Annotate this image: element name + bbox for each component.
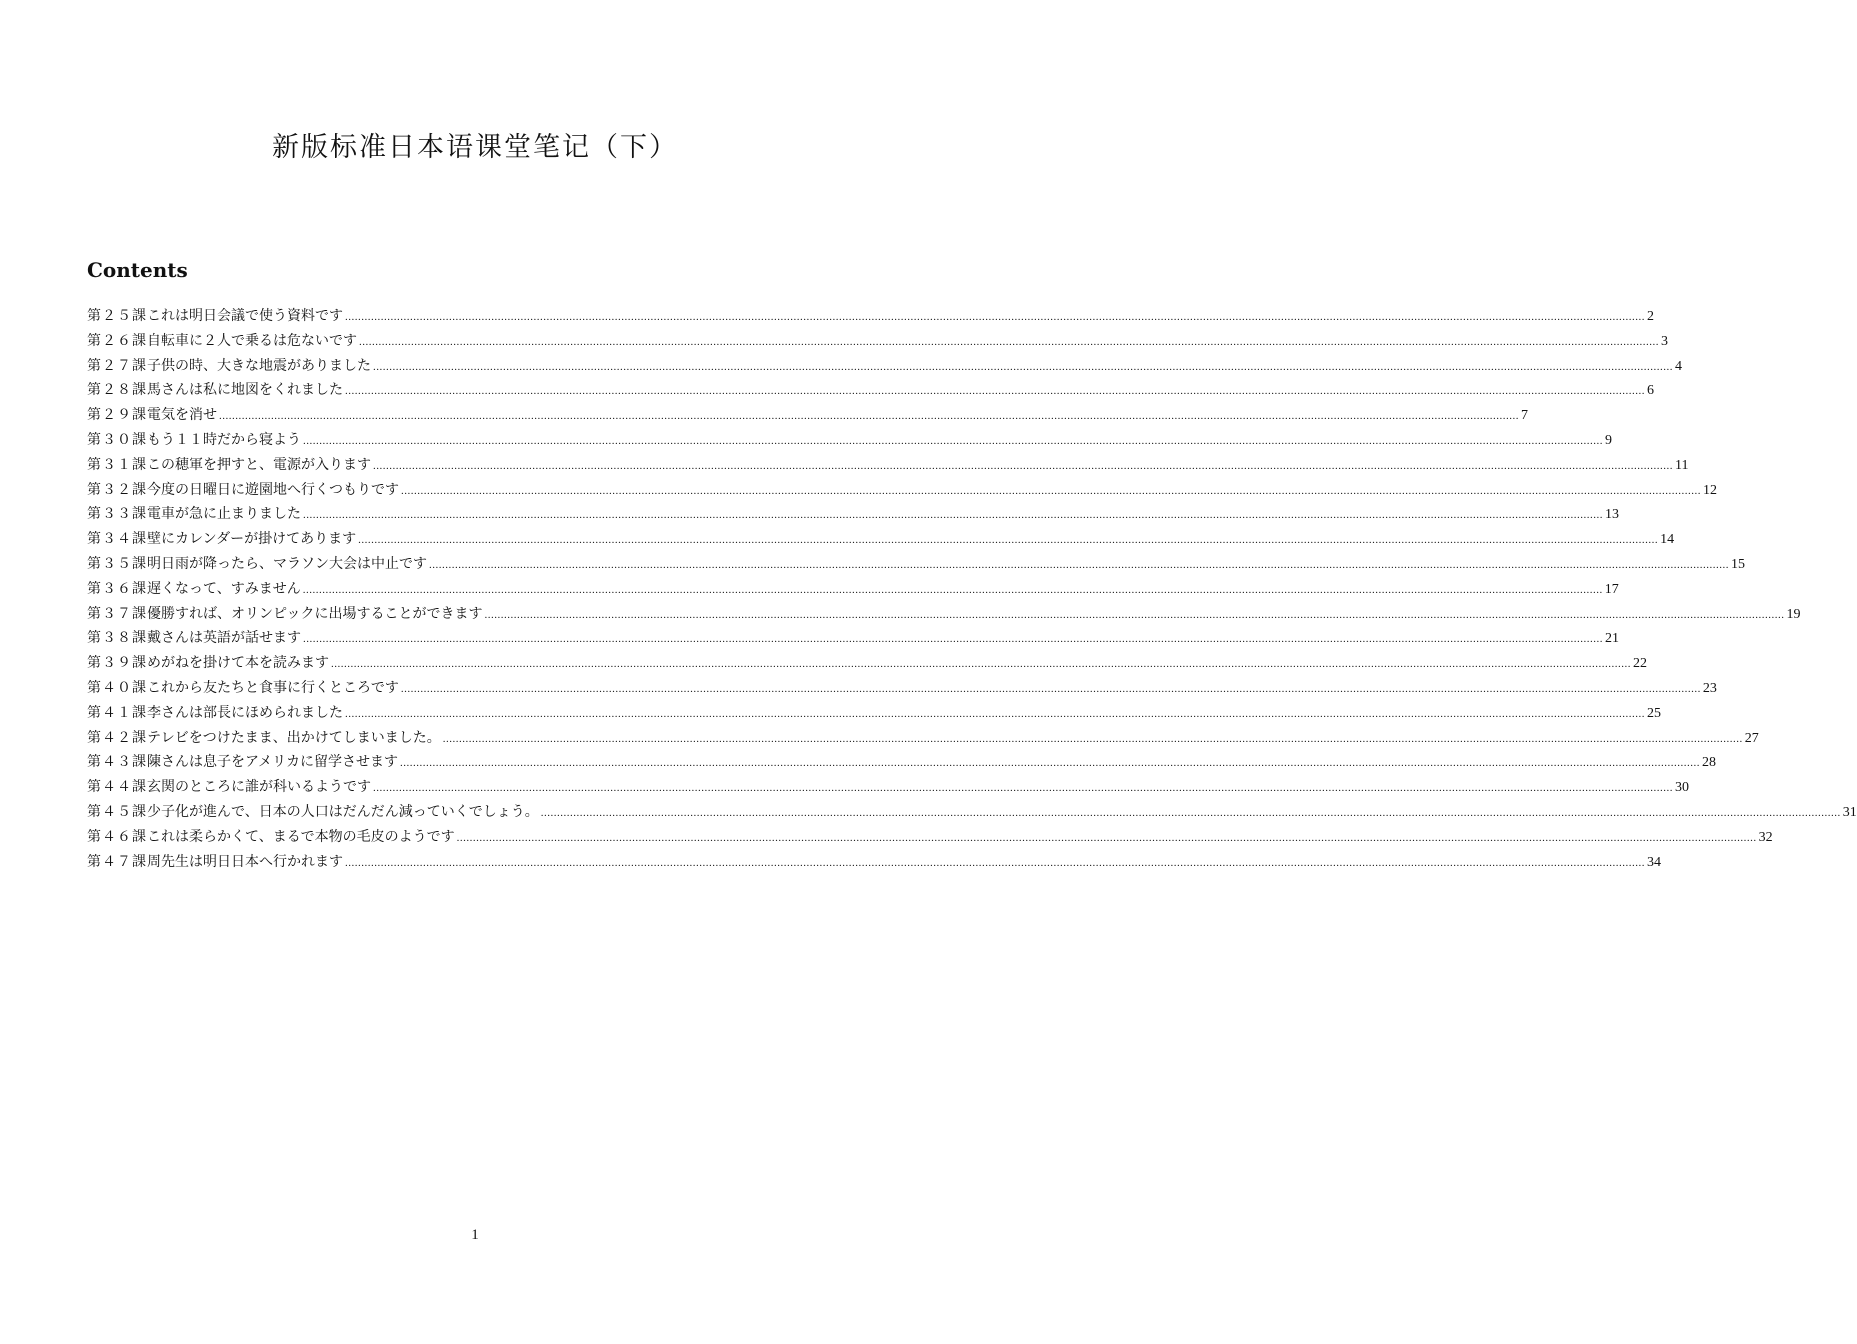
toc-lesson-number: 第４０課 xyxy=(87,679,147,696)
toc-entry[interactable] xyxy=(87,553,1745,578)
toc-entry[interactable] xyxy=(87,578,1619,603)
page-number: 1 xyxy=(471,1227,479,1243)
toc-lesson-title: 壁にカレンダーが掛けてあります xyxy=(147,531,357,548)
toc-dot-leader: ................................................................................................................................................................................................................................................................................................................................................................................................................ xyxy=(401,484,1701,497)
toc-dot-leader: ................................................................................................................................................................................................................................................................................................................................................................................................................ xyxy=(400,757,1701,770)
document-title: 新版标准日本语课堂笔记（下） xyxy=(272,132,678,163)
toc-page-number: 14 xyxy=(1660,532,1675,548)
toc-entry[interactable] xyxy=(87,652,1647,677)
toc-entry[interactable] xyxy=(87,627,1619,652)
toc-dot-leader: ................................................................................................................................................................................................................................................................................................................................................................................................................ xyxy=(219,410,1519,423)
toc-lesson-title: これから友たちと食事に行くところです xyxy=(147,679,399,696)
toc-page-number: 28 xyxy=(1702,755,1717,771)
toc-page-number: 12 xyxy=(1703,482,1717,498)
toc-entry[interactable] xyxy=(87,454,1689,479)
toc-page-number: 19 xyxy=(1786,606,1801,622)
toc-entry[interactable] xyxy=(87,801,1857,826)
toc-page-number: 21 xyxy=(1605,631,1619,647)
toc-dot-leader: ................................................................................................................................................................................................................................................................................................................................................................................................................ xyxy=(302,583,1603,596)
toc-lesson-number: 第４１課 xyxy=(87,704,147,721)
toc-lesson-title: 玄関のところに誰が科いるようです xyxy=(147,779,371,796)
toc-page-number: 9 xyxy=(1605,432,1612,448)
toc-lesson-title: 戴さんは英語が話せます xyxy=(147,630,301,647)
toc-page-number: 23 xyxy=(1702,680,1717,696)
toc-page-number: 32 xyxy=(1758,829,1773,845)
toc-lesson-number: 第３０課 xyxy=(87,431,147,448)
toc-lesson-title: 李さんは部長にほめられました xyxy=(147,704,343,721)
toc-lesson-number: 第３１課 xyxy=(87,456,147,473)
toc-entry[interactable] xyxy=(87,826,1773,851)
toc-lesson-number: 第２５課 xyxy=(87,308,147,324)
toc-lesson-number: 第２６課 xyxy=(87,332,147,349)
toc-lesson-number: 第３５課 xyxy=(87,555,147,572)
toc-lesson-number: 第３２課 xyxy=(87,481,147,498)
toc-lesson-title: 周先生は明日日本へ行かれます xyxy=(147,853,343,870)
toc-dot-leader: ................................................................................................................................................................................................................................................................................................................................................................................................................ xyxy=(373,782,1673,795)
toc-page-number: 25 xyxy=(1647,705,1661,721)
toc-dot-leader: ................................................................................................................................................................................................................................................................................................................................................................................................................ xyxy=(484,608,1785,621)
toc-lesson-title: 陳さんは息子をアメリカに留学させます xyxy=(147,754,399,771)
toc-page-number: 30 xyxy=(1675,780,1689,796)
toc-entry[interactable] xyxy=(87,305,1654,330)
toc-entry[interactable] xyxy=(87,776,1689,801)
toc-lesson-title: 少子化が進んで、日本の人口はだんだん減っていくでしょう。 xyxy=(147,803,539,820)
toc-page-number: 3 xyxy=(1661,333,1668,349)
toc-dot-leader: ................................................................................................................................................................................................................................................................................................................................................................................................................ xyxy=(456,831,1757,844)
toc-lesson-number: 第２９課 xyxy=(87,407,147,424)
toc-dot-leader: ................................................................................................................................................................................................................................................................................................................................................................................................................ xyxy=(373,459,1673,472)
toc-lesson-title: これは明日会議で使う資料です xyxy=(147,308,343,324)
toc-page-number: 7 xyxy=(1521,408,1528,424)
toc-lesson-title: 電気を消せ xyxy=(147,407,217,424)
toc-page-number: 17 xyxy=(1604,581,1619,597)
toc-dot-leader: ................................................................................................................................................................................................................................................................................................................................................................................................................ xyxy=(345,385,1645,398)
toc-lesson-title: 自転車に２人で乗るは危ないです xyxy=(147,332,357,349)
toc-lesson-title: テレビをつけたまま、出かけてしまいました。 xyxy=(147,729,441,746)
toc-lesson-number: 第４４課 xyxy=(87,779,147,796)
toc-entry[interactable] xyxy=(87,503,1619,528)
toc-entry[interactable] xyxy=(87,727,1759,752)
toc-entry[interactable] xyxy=(87,429,1612,454)
toc-dot-leader: ................................................................................................................................................................................................................................................................................................................................................................................................................ xyxy=(331,658,1631,671)
toc-lesson-title: 馬さんは私に地図をくれました xyxy=(147,382,343,399)
toc-dot-leader: ................................................................................................................................................................................................................................................................................................................................................................................................................ xyxy=(303,434,1603,447)
toc-lesson-number: 第４５課 xyxy=(87,803,147,820)
toc-entry[interactable] xyxy=(87,702,1661,727)
toc-lesson-number: 第４２課 xyxy=(87,729,147,746)
toc-lesson-number: 第３４課 xyxy=(87,531,147,548)
toc-entry[interactable] xyxy=(87,379,1654,404)
toc-lesson-title: 優勝すれば、オリンピックに出場することができます xyxy=(147,605,483,622)
toc-dot-leader: ................................................................................................................................................................................................................................................................................................................................................................................................................ xyxy=(429,558,1729,571)
toc-lesson-title: 今度の日曜日に遊園地へ行くつもりです xyxy=(147,481,399,498)
toc-dot-leader: ................................................................................................................................................................................................................................................................................................................................................................................................................ xyxy=(345,311,1645,323)
toc-entry[interactable] xyxy=(87,404,1528,429)
toc-dot-leader: ................................................................................................................................................................................................................................................................................................................................................................................................................ xyxy=(358,534,1659,547)
toc-page-number: 11 xyxy=(1675,457,1689,473)
toc-entry[interactable] xyxy=(87,479,1717,504)
toc-page-number: 13 xyxy=(1605,507,1619,523)
toc-dot-leader: ................................................................................................................................................................................................................................................................................................................................................................................................................ xyxy=(540,806,1841,819)
toc-lesson-title: 遅くなって、すみません xyxy=(147,580,301,597)
toc-dot-leader: ................................................................................................................................................................................................................................................................................................................................................................................................................ xyxy=(373,360,1673,373)
toc-lesson-number: 第３７課 xyxy=(87,605,147,622)
toc-lesson-number: 第２７課 xyxy=(87,357,147,374)
toc-entry[interactable] xyxy=(87,603,1801,628)
toc-page-number: 6 xyxy=(1647,383,1654,399)
toc-entry[interactable] xyxy=(87,677,1717,702)
toc-page-number: 22 xyxy=(1633,656,1647,672)
toc-entry[interactable] xyxy=(87,528,1675,553)
toc-dot-leader: ................................................................................................................................................................................................................................................................................................................................................................................................................ xyxy=(359,335,1659,348)
toc-lesson-number: 第３８課 xyxy=(87,630,147,647)
toc-entry[interactable] xyxy=(87,330,1668,355)
toc-lesson-title: 明日雨が降ったら、マラソン大会は中止です xyxy=(147,555,427,572)
toc-dot-leader: ................................................................................................................................................................................................................................................................................................................................................................................................................ xyxy=(303,633,1603,646)
toc-page-number: 4 xyxy=(1675,358,1682,374)
toc-dot-leader: ................................................................................................................................................................................................................................................................................................................................................................................................................ xyxy=(303,509,1603,522)
toc-lesson-number: 第４７課 xyxy=(87,853,147,870)
toc-dot-leader: ................................................................................................................................................................................................................................................................................................................................................................................................................ xyxy=(345,856,1645,869)
toc-lesson-number: 第３６課 xyxy=(87,580,147,597)
toc-lesson-number: 第２８課 xyxy=(87,382,147,399)
toc-lesson-number: 第４３課 xyxy=(87,754,147,771)
toc-lesson-number: 第３９課 xyxy=(87,655,147,672)
toc-dot-leader: ................................................................................................................................................................................................................................................................................................................................................................................................................ xyxy=(400,682,1701,695)
toc-heading: Contents xyxy=(87,258,188,282)
toc-page-number: 31 xyxy=(1842,804,1857,820)
table-of-contents xyxy=(87,305,1857,875)
toc-lesson-title: 電車が急に止まりました xyxy=(147,506,301,523)
toc-dot-leader: ................................................................................................................................................................................................................................................................................................................................................................................................................ xyxy=(442,732,1743,745)
toc-lesson-title: もう１１時だから寝よう xyxy=(147,431,301,448)
toc-page-number: 15 xyxy=(1731,556,1745,572)
toc-lesson-title: 子供の時、大きな地震がありました xyxy=(147,357,371,374)
toc-entry[interactable] xyxy=(87,851,1661,876)
toc-page-number: 2 xyxy=(1647,309,1654,324)
toc-page-number: 27 xyxy=(1744,730,1759,746)
toc-entry[interactable] xyxy=(87,751,1717,776)
toc-dot-leader: ................................................................................................................................................................................................................................................................................................................................................................................................................ xyxy=(345,707,1645,720)
toc-lesson-number: 第３３課 xyxy=(87,506,147,523)
toc-lesson-number: 第４６課 xyxy=(87,828,147,845)
toc-entry[interactable] xyxy=(87,355,1682,380)
toc-lesson-title: この穂軍を押すと、電源が入ります xyxy=(147,456,371,473)
toc-lesson-title: めがねを掛けて本を読みます xyxy=(147,655,329,672)
toc-lesson-title: これは柔らかくて、まるで本物の毛皮のようです xyxy=(147,828,455,845)
toc-page-number: 34 xyxy=(1647,854,1661,870)
